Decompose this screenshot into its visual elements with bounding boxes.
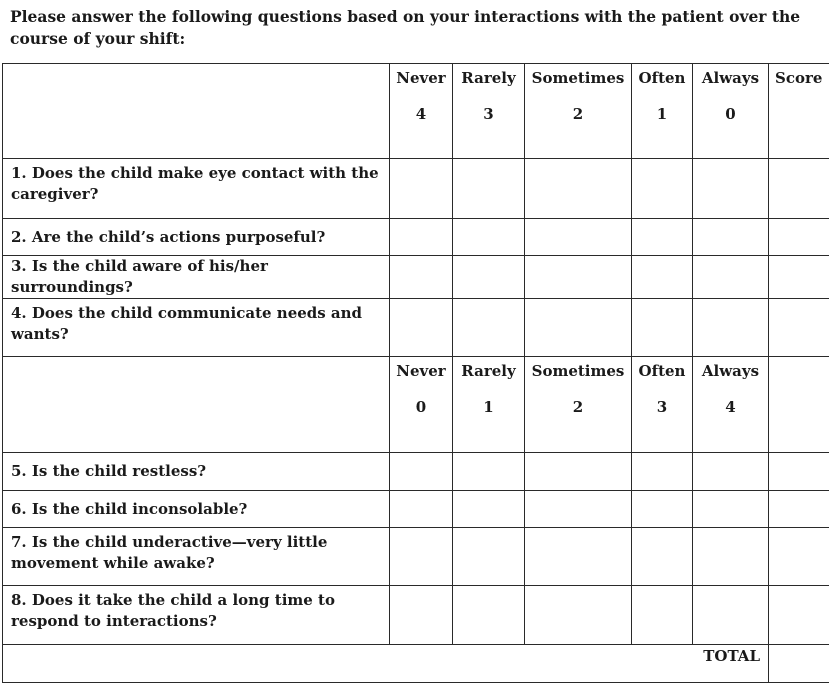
answer-cell-often[interactable]	[632, 219, 693, 256]
answer-cell-never[interactable]	[390, 453, 453, 491]
scale-value: 1	[483, 398, 494, 416]
answer-cell-always[interactable]	[693, 299, 769, 357]
header-blank-cell	[3, 357, 390, 453]
answer-cell-sometimes[interactable]	[525, 219, 632, 256]
scale-header-often	[632, 357, 693, 453]
assessment-table	[2, 63, 829, 683]
answer-cell-always[interactable]	[693, 256, 769, 299]
answer-cell-often[interactable]	[632, 586, 693, 645]
answer-cell-often[interactable]	[632, 453, 693, 491]
scale-label: Rarely	[461, 69, 516, 87]
scale-label: Always	[701, 362, 760, 380]
scale-header-rarely	[453, 357, 525, 453]
answer-cell-always[interactable]	[693, 219, 769, 256]
answer-cell-never[interactable]	[390, 159, 453, 219]
scale-value: 2	[572, 398, 584, 416]
answer-cell-often[interactable]	[632, 299, 693, 357]
question-row	[3, 256, 829, 299]
scale-label: Often	[638, 69, 686, 87]
answer-cell-rarely[interactable]	[453, 586, 525, 645]
answer-cell-rarely[interactable]	[453, 491, 525, 528]
answer-cell-rarely[interactable]	[453, 256, 525, 299]
answer-cell-rarely[interactable]	[453, 219, 525, 256]
answer-cell-rarely[interactable]	[453, 159, 525, 219]
scale-header-row-2	[3, 357, 829, 453]
answer-cell-sometimes[interactable]	[525, 256, 632, 299]
score-header	[769, 64, 829, 159]
answer-cell-never[interactable]	[390, 586, 453, 645]
total-score-cell[interactable]	[769, 645, 829, 683]
answer-cell-always[interactable]	[693, 586, 769, 645]
question-text: 8. Does it take the child a long time to respond to interactions?	[3, 586, 390, 645]
question-text: 7. Is the child underactive—very little movement while awake?	[3, 528, 390, 586]
scale-value: 4	[725, 398, 736, 416]
answer-cell-never[interactable]	[390, 256, 453, 299]
question-text: 1. Does the child make eye contact with the caregiver?	[3, 159, 390, 219]
question-text: 4. Does the child communicate needs and wants?	[3, 299, 390, 357]
scale-header-often	[632, 64, 693, 159]
scale-value: 1	[656, 105, 668, 123]
answer-cell-sometimes[interactable]	[525, 159, 632, 219]
question-row	[3, 586, 829, 645]
scale-header-sometimes	[525, 357, 632, 453]
question-row	[3, 159, 829, 219]
question-row	[3, 453, 829, 491]
total-label-cell	[3, 645, 769, 683]
answer-cell-always[interactable]	[693, 491, 769, 528]
scale-value: 4	[415, 105, 427, 123]
question-row	[3, 491, 829, 528]
scale-value: 3	[656, 398, 668, 416]
answer-cell-sometimes[interactable]	[525, 586, 632, 645]
answer-cell-often[interactable]	[632, 159, 693, 219]
answer-cell-sometimes[interactable]	[525, 299, 632, 357]
score-label: Score	[775, 69, 823, 87]
scale-label: Always	[701, 69, 760, 87]
scale-header-row-1	[3, 64, 829, 159]
scale-value: 0	[415, 398, 427, 416]
answer-cell-never[interactable]	[390, 219, 453, 256]
scale-value: 2	[572, 105, 584, 123]
answer-cell-rarely[interactable]	[453, 299, 525, 357]
score-cell[interactable]	[769, 159, 829, 219]
total-label: TOTAL	[703, 647, 760, 665]
scale-label: Often	[638, 362, 686, 380]
answer-cell-always[interactable]	[693, 159, 769, 219]
scale-header-never	[390, 64, 453, 159]
scale-header-never	[390, 357, 453, 453]
answer-cell-never[interactable]	[390, 299, 453, 357]
answer-cell-always[interactable]	[693, 453, 769, 491]
scale-label: Sometimes	[531, 69, 625, 87]
scale-label: Rarely	[461, 362, 516, 380]
score-header-blank	[769, 357, 829, 453]
score-cell[interactable]	[769, 256, 829, 299]
score-cell[interactable]	[769, 219, 829, 256]
score-cell[interactable]	[769, 586, 829, 645]
answer-cell-sometimes[interactable]	[525, 453, 632, 491]
scale-value: 0	[725, 105, 736, 123]
answer-cell-often[interactable]	[632, 528, 693, 586]
answer-cell-often[interactable]	[632, 256, 693, 299]
answer-cell-often[interactable]	[632, 491, 693, 528]
question-text: 2. Are the child’s actions purposeful?	[3, 219, 390, 256]
total-row	[3, 645, 829, 683]
score-cell[interactable]	[769, 528, 829, 586]
answer-cell-sometimes[interactable]	[525, 528, 632, 586]
scale-value: 3	[483, 105, 494, 123]
scale-header-always	[693, 357, 769, 453]
question-row	[3, 219, 829, 256]
question-text: 3. Is the child aware of his/her surroundings?	[3, 256, 390, 299]
scale-label: Sometimes	[531, 362, 625, 380]
answer-cell-rarely[interactable]	[453, 453, 525, 491]
scale-header-always	[693, 64, 769, 159]
answer-cell-rarely[interactable]	[453, 528, 525, 586]
form-instructions: Please answer the following questions based on your interactions with the patient over the course of your shift:	[10, 7, 801, 48]
scale-label: Never	[396, 69, 446, 87]
question-row	[3, 299, 829, 357]
scale-header-rarely	[453, 64, 525, 159]
answer-cell-never[interactable]	[390, 528, 453, 586]
answer-cell-never[interactable]	[390, 491, 453, 528]
scale-header-sometimes	[525, 64, 632, 159]
question-text: 5. Is the child restless?	[3, 453, 390, 491]
scale-label: Never	[396, 362, 446, 380]
question-text: 6. Is the child inconsolable?	[3, 491, 390, 528]
score-cell[interactable]	[769, 453, 829, 491]
score-cell[interactable]	[769, 491, 829, 528]
header-blank-cell	[3, 64, 390, 159]
answer-cell-always[interactable]	[693, 528, 769, 586]
score-cell[interactable]	[769, 299, 829, 357]
answer-cell-sometimes[interactable]	[525, 491, 632, 528]
question-row	[3, 528, 829, 586]
